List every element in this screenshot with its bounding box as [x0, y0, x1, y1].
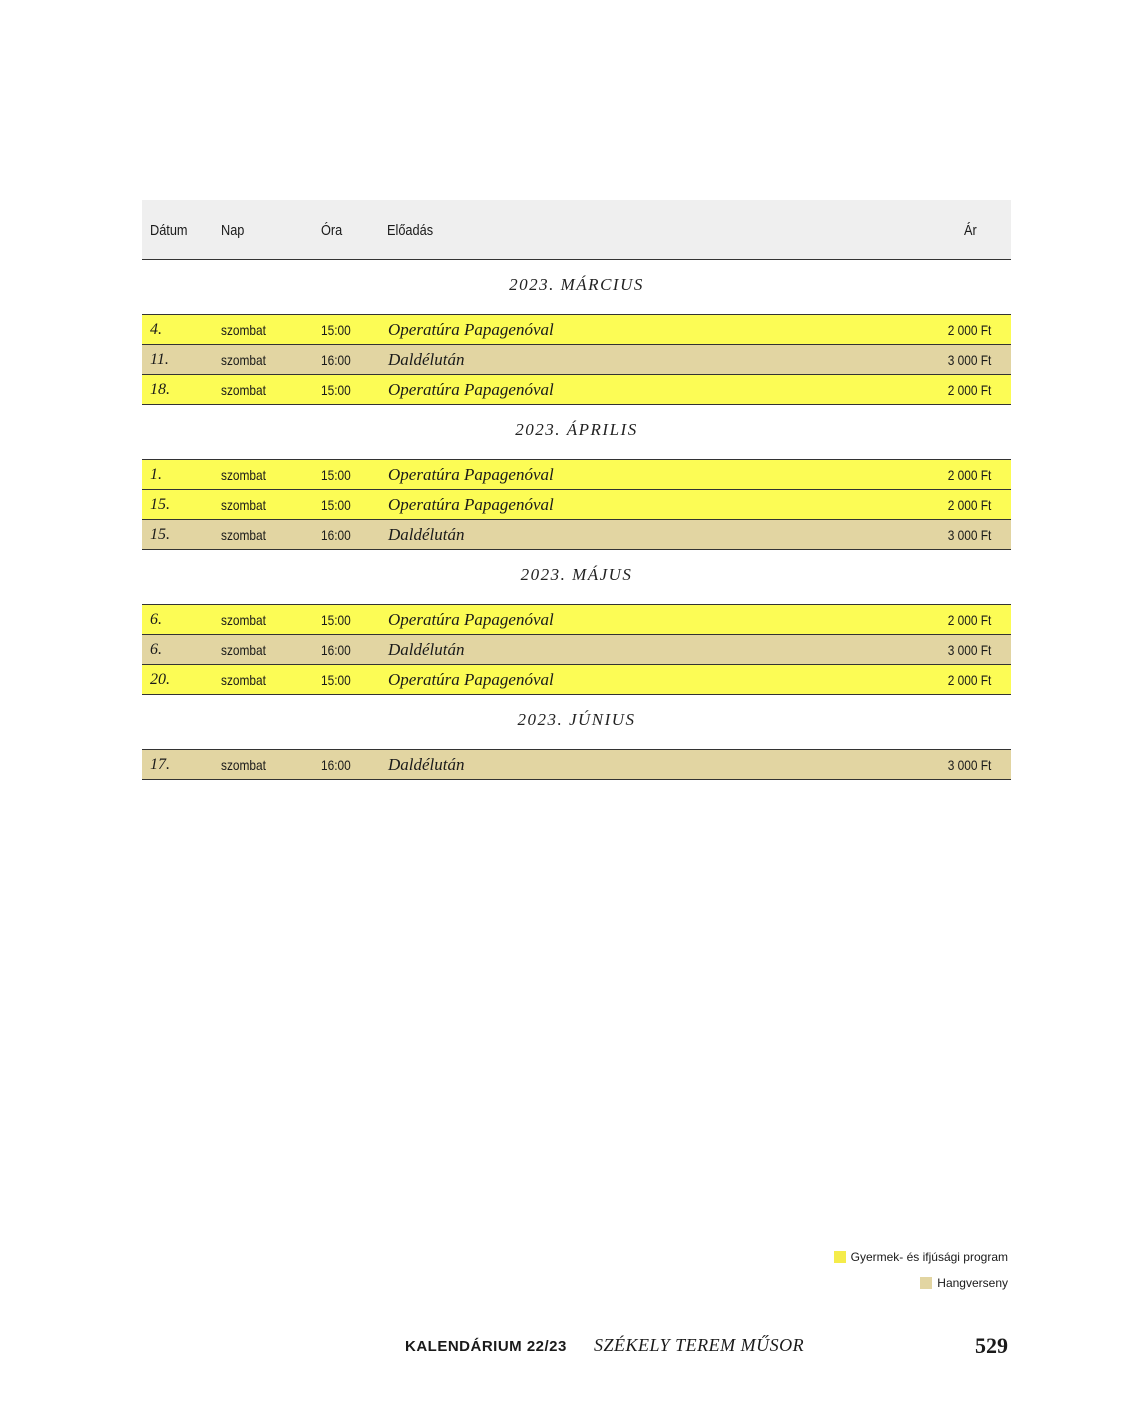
row-price: 2 000 Ft: [947, 672, 991, 688]
row-day: szombat: [221, 642, 266, 658]
table-row: [142, 665, 1011, 695]
row-day: szombat: [221, 757, 266, 773]
table-row: [142, 490, 1011, 520]
legend-label-kids: Gyermek- és ifjúsági program: [850, 1250, 1008, 1264]
table-row: [142, 635, 1011, 665]
row-time: 16:00: [321, 757, 351, 773]
row-day: szombat: [221, 467, 266, 483]
row-price: 2 000 Ft: [947, 497, 991, 513]
row-date: 6.: [150, 641, 162, 658]
row-day: szombat: [221, 527, 266, 543]
row-date: 11.: [150, 351, 169, 368]
months-container: [142, 260, 1011, 780]
header-time: Óra: [321, 222, 343, 239]
legend-swatch-kids: [834, 1251, 846, 1263]
page-footer: [0, 1333, 1123, 1363]
row-price: 2 000 Ft: [947, 612, 991, 628]
legend-label-concert: Hangverseny: [937, 1276, 1008, 1290]
row-performance: Operatúra Papagenóval: [388, 495, 554, 514]
table-row: [142, 345, 1011, 375]
month-heading: 2023. JÚNIUS: [517, 710, 636, 729]
row-price: 3 000 Ft: [947, 352, 991, 368]
row-price: 3 000 Ft: [947, 527, 991, 543]
row-day: szombat: [221, 352, 266, 368]
program-table: [142, 200, 1011, 780]
row-date: 17.: [150, 756, 170, 773]
row-performance: Operatúra Papagenóval: [388, 610, 554, 629]
row-price: 3 000 Ft: [947, 642, 991, 658]
row-price: 2 000 Ft: [947, 467, 991, 483]
publication-name: KALENDÁRIUM 22/23: [405, 1338, 567, 1355]
month-rows: [142, 749, 1011, 780]
table-row: [142, 460, 1011, 490]
page-number: 529: [975, 1333, 1008, 1358]
row-day: szombat: [221, 322, 266, 338]
row-date: 1.: [150, 466, 162, 483]
legend-item-concert: [834, 1270, 1008, 1296]
legend-item-kids: [834, 1244, 1008, 1270]
month-heading: 2023. MÁJUS: [520, 565, 633, 584]
row-price: 2 000 Ft: [947, 382, 991, 398]
row-day: szombat: [221, 672, 266, 688]
row-performance: Operatúra Papagenóval: [388, 380, 554, 399]
row-date: 4.: [150, 321, 162, 338]
row-date: 15.: [150, 496, 170, 513]
table-row: [142, 520, 1011, 550]
row-performance: Operatúra Papagenóval: [388, 320, 554, 339]
row-performance: Daldélután: [388, 640, 465, 659]
row-performance: Daldélután: [388, 525, 465, 544]
header-date: Dátum: [150, 222, 188, 239]
row-day: szombat: [221, 382, 266, 398]
legend-swatch-concert: [920, 1277, 932, 1289]
section-title: SZÉKELY TEREM MŰSOR: [594, 1335, 805, 1355]
row-performance: Daldélután: [388, 755, 465, 774]
row-time: 15:00: [321, 497, 351, 513]
row-date: 20.: [150, 671, 170, 688]
row-time: 16:00: [321, 642, 351, 658]
month-heading: 2023. MÁRCIUS: [509, 275, 644, 294]
row-time: 15:00: [321, 322, 351, 338]
table-row: [142, 750, 1011, 780]
row-date: 15.: [150, 526, 170, 543]
row-day: szombat: [221, 497, 266, 513]
header-price: Ár: [964, 222, 977, 239]
header-performance: Előadás: [387, 222, 434, 239]
row-time: 16:00: [321, 352, 351, 368]
row-time: 15:00: [321, 467, 351, 483]
table-header: [142, 200, 1011, 260]
row-performance: Operatúra Papagenóval: [388, 670, 554, 689]
row-price: 3 000 Ft: [947, 757, 991, 773]
legend: [834, 1244, 1008, 1296]
row-time: 16:00: [321, 527, 351, 543]
month-rows: [142, 604, 1011, 695]
row-time: 15:00: [321, 382, 351, 398]
row-time: 15:00: [321, 672, 351, 688]
header-day: Nap: [221, 222, 245, 239]
month-rows: [142, 314, 1011, 405]
row-time: 15:00: [321, 612, 351, 628]
row-date: 6.: [150, 611, 162, 628]
month-rows: [142, 459, 1011, 550]
row-day: szombat: [221, 612, 266, 628]
month-heading: 2023. ÁPRILIS: [515, 420, 638, 439]
table-row: [142, 605, 1011, 635]
row-price: 2 000 Ft: [947, 322, 991, 338]
row-date: 18.: [150, 381, 170, 398]
row-performance: Daldélután: [388, 350, 465, 369]
table-row: [142, 375, 1011, 405]
table-row: [142, 315, 1011, 345]
row-performance: Operatúra Papagenóval: [388, 465, 554, 484]
